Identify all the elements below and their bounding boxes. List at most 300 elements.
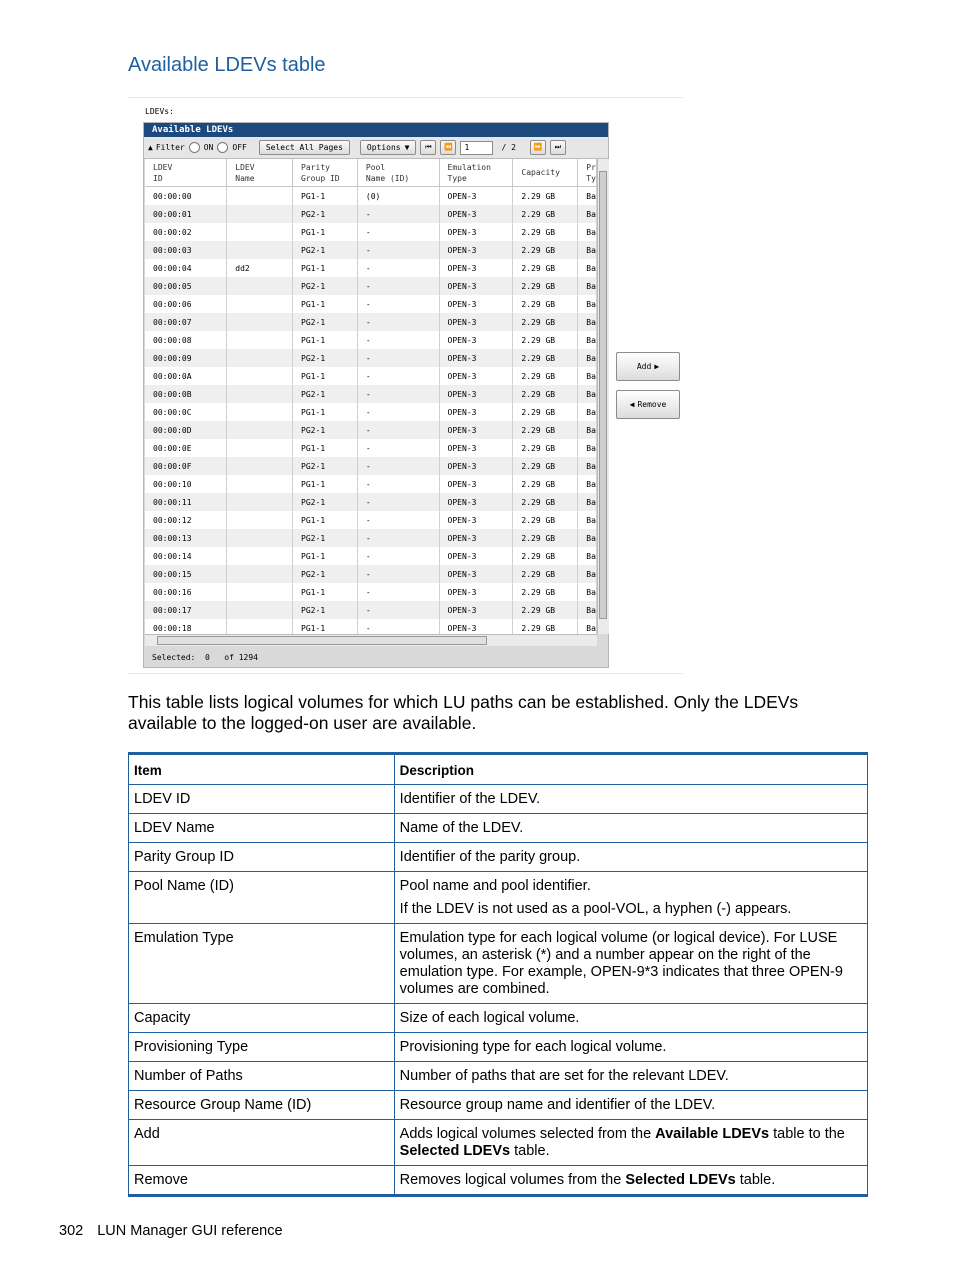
table-cell bbox=[227, 475, 293, 493]
table-cell: PG1-1 bbox=[293, 403, 358, 421]
description-text: Pool name and pool identifier. bbox=[399, 878, 591, 894]
table-cell: OPEN-3 bbox=[439, 601, 513, 619]
table-cell: - bbox=[357, 241, 439, 259]
table-row[interactable] bbox=[145, 331, 597, 349]
description-cell bbox=[394, 1091, 867, 1120]
vertical-scroll-thumb[interactable] bbox=[599, 171, 607, 619]
table-cell: OPEN-3 bbox=[439, 241, 513, 259]
table-cell: 00:00:0C bbox=[145, 403, 227, 421]
table-cell: PG1-1 bbox=[293, 547, 358, 565]
table-row[interactable] bbox=[145, 367, 597, 385]
table-cell: OPEN-3 bbox=[439, 331, 513, 349]
item-cell: LDEV Name bbox=[129, 814, 395, 843]
section-title: Available LDEVs table bbox=[128, 54, 326, 76]
table-row[interactable] bbox=[145, 187, 597, 206]
item-cell: Add bbox=[129, 1120, 395, 1166]
table-cell bbox=[227, 223, 293, 241]
description-cell bbox=[394, 1062, 867, 1091]
table-cell: PG2-1 bbox=[293, 529, 358, 547]
filter-off-radio[interactable] bbox=[217, 142, 228, 153]
table-cell: PG1-1 bbox=[293, 511, 358, 529]
table-cell: Ba bbox=[578, 313, 597, 331]
table-cell: OPEN-3 bbox=[439, 457, 513, 475]
table-cell: OPEN-3 bbox=[439, 493, 513, 511]
table-cell: 00:00:17 bbox=[145, 601, 227, 619]
filter-on-label: ON bbox=[203, 143, 214, 152]
description-cell bbox=[394, 1166, 867, 1196]
text-run: Removes logical volumes from the bbox=[399, 1172, 626, 1188]
table-cell bbox=[227, 547, 293, 565]
table-cell: 00:00:14 bbox=[145, 547, 227, 565]
table-cell: 00:00:0E bbox=[145, 439, 227, 457]
select-all-pages-button[interactable]: Select All Pages bbox=[259, 140, 350, 155]
table-cell: 2.29 GB bbox=[513, 187, 578, 206]
table-cell: 2.29 GB bbox=[513, 205, 578, 223]
table-row[interactable] bbox=[145, 295, 597, 313]
column-header[interactable]: LDEV Name bbox=[227, 159, 293, 187]
table-row[interactable] bbox=[145, 529, 597, 547]
table-cell: PG2-1 bbox=[293, 241, 358, 259]
table-cell: - bbox=[357, 583, 439, 601]
next-page-button[interactable]: ⏩ bbox=[530, 140, 546, 155]
ldevs-label: LDEVs: bbox=[145, 107, 174, 116]
column-header[interactable]: Pool Name (ID) bbox=[357, 159, 439, 187]
table-cell: PG1-1 bbox=[293, 223, 358, 241]
table-cell bbox=[227, 601, 293, 619]
table-cell: - bbox=[357, 385, 439, 403]
table-cell: 00:00:04 bbox=[145, 259, 227, 277]
table-cell: 2.29 GB bbox=[513, 295, 578, 313]
table-cell: 2.29 GB bbox=[513, 439, 578, 457]
table-row[interactable] bbox=[145, 205, 597, 223]
table-cell: PG2-1 bbox=[293, 205, 358, 223]
table-row[interactable] bbox=[145, 313, 597, 331]
table-cell: OPEN-3 bbox=[439, 583, 513, 601]
table-cell: 00:00:13 bbox=[145, 529, 227, 547]
table-cell: - bbox=[357, 295, 439, 313]
table-cell: 2.29 GB bbox=[513, 349, 578, 367]
table-cell: 00:00:00 bbox=[145, 187, 227, 206]
table-cell: - bbox=[357, 601, 439, 619]
table-cell: - bbox=[357, 331, 439, 349]
table-cell: PG1-1 bbox=[293, 295, 358, 313]
table-cell: 2.29 GB bbox=[513, 619, 578, 634]
description-text: Number of paths that are set for the relevant LDEV. bbox=[399, 1068, 729, 1084]
table-row bbox=[129, 814, 868, 843]
table-cell: Ba bbox=[578, 439, 597, 457]
footer-section: LUN Manager GUI reference bbox=[97, 1223, 283, 1239]
table-cell: Ba bbox=[578, 511, 597, 529]
table-cell: - bbox=[357, 457, 439, 475]
table-cell: 2.29 GB bbox=[513, 241, 578, 259]
table-cell: 00:00:02 bbox=[145, 223, 227, 241]
horizontal-scroll-thumb[interactable] bbox=[157, 636, 487, 645]
description-text: Size of each logical volume. bbox=[399, 1010, 580, 1026]
description-cell bbox=[394, 872, 867, 924]
table-cell: Ba bbox=[578, 367, 597, 385]
filter-label: Filter bbox=[155, 143, 185, 152]
table-cell bbox=[227, 349, 293, 367]
table-cell: PG2-1 bbox=[293, 349, 358, 367]
item-cell: Remove bbox=[129, 1166, 395, 1196]
table-cell: - bbox=[357, 529, 439, 547]
table-cell: Ba bbox=[578, 547, 597, 565]
table-row bbox=[129, 1033, 868, 1062]
table-cell: OPEN-3 bbox=[439, 529, 513, 547]
table-cell bbox=[227, 205, 293, 223]
table-row bbox=[129, 785, 868, 814]
table-cell: 2.29 GB bbox=[513, 421, 578, 439]
table-cell: - bbox=[357, 493, 439, 511]
item-cell: Parity Group ID bbox=[129, 843, 395, 872]
table-row[interactable] bbox=[145, 403, 597, 421]
table-cell bbox=[227, 565, 293, 583]
table-cell: OPEN-3 bbox=[439, 367, 513, 385]
table-cell: 2.29 GB bbox=[513, 493, 578, 511]
table-cell: OPEN-3 bbox=[439, 295, 513, 313]
table-cell: Ba bbox=[578, 205, 597, 223]
table-cell: PG1-1 bbox=[293, 619, 358, 634]
table-row bbox=[129, 1166, 868, 1196]
table-row bbox=[129, 843, 868, 872]
table-cell: PG2-1 bbox=[293, 313, 358, 331]
first-page-button[interactable]: ⏮ bbox=[420, 140, 436, 155]
table-cell: Ba bbox=[578, 493, 597, 511]
table-cell: Ba bbox=[578, 457, 597, 475]
table-cell: 00:00:06 bbox=[145, 295, 227, 313]
arrow-right-icon: ▶ bbox=[654, 362, 660, 371]
previous-page-button[interactable]: ⏪ bbox=[440, 140, 456, 155]
table-cell: 2.29 GB bbox=[513, 313, 578, 331]
table-cell bbox=[227, 511, 293, 529]
table-cell: OPEN-3 bbox=[439, 511, 513, 529]
table-cell: Ba bbox=[578, 277, 597, 295]
table-cell: - bbox=[357, 277, 439, 295]
table-toolbar bbox=[144, 137, 608, 159]
ldevs-grid bbox=[145, 159, 597, 634]
table-cell: Ba bbox=[578, 475, 597, 493]
table-row[interactable] bbox=[145, 457, 597, 475]
collapse-icon: ▲ bbox=[148, 143, 153, 152]
table-cell bbox=[227, 403, 293, 421]
description-text bbox=[400, 1172, 862, 1189]
table-cell: 2.29 GB bbox=[513, 277, 578, 295]
table-row[interactable] bbox=[145, 259, 597, 277]
table-cell: 00:00:0D bbox=[145, 421, 227, 439]
description-cell bbox=[394, 814, 867, 843]
table-cell: PG2-1 bbox=[293, 277, 358, 295]
intro-paragraph: This table lists logical volumes for which LU paths can be established. Only the LDEVs available to the logged-on user are available. bbox=[128, 692, 799, 733]
table-row bbox=[129, 1120, 868, 1166]
table-cell bbox=[227, 241, 293, 259]
table-cell: OPEN-3 bbox=[439, 565, 513, 583]
description-text: Emulation type for each logical volume (or logical device). For LUSE volumes, an asterisk (*) and a number appear on the right of the emulation type. For example, OPEN-9*3 indicates that three OPEN-9 volumes are combined. bbox=[399, 930, 843, 997]
table-cell bbox=[227, 421, 293, 439]
table-cell bbox=[227, 529, 293, 547]
table-cell: OPEN-3 bbox=[439, 385, 513, 403]
description-text bbox=[400, 1126, 862, 1160]
description-text: Resource group name and identifier of the LDEV. bbox=[399, 1097, 716, 1113]
last-page-button[interactable]: ⏭ bbox=[550, 140, 566, 155]
chevron-down-icon: ▼ bbox=[404, 143, 410, 152]
table-row[interactable] bbox=[145, 475, 597, 493]
table-cell: - bbox=[357, 619, 439, 634]
table-cell: 00:00:07 bbox=[145, 313, 227, 331]
table-cell: - bbox=[357, 565, 439, 583]
table-cell: 00:00:0F bbox=[145, 457, 227, 475]
table-cell: - bbox=[357, 223, 439, 241]
table-cell: PG2-1 bbox=[293, 601, 358, 619]
text-run: Adds logical volumes selected from the bbox=[399, 1126, 656, 1142]
table-cell: 00:00:0B bbox=[145, 385, 227, 403]
column-header[interactable]: Emulation Type bbox=[439, 159, 513, 187]
selected-count: Selected: 0 of 1294 bbox=[152, 653, 258, 662]
table-row bbox=[129, 1062, 868, 1091]
table-cell: PG2-1 bbox=[293, 493, 358, 511]
description-text: Identifier of the LDEV. bbox=[399, 791, 541, 807]
table-cell: OPEN-3 bbox=[439, 313, 513, 331]
table-cell: Ba bbox=[578, 565, 597, 583]
table-row[interactable] bbox=[145, 565, 597, 583]
column-header[interactable]: Pr Ty bbox=[578, 159, 597, 187]
table-cell: 2.29 GB bbox=[513, 457, 578, 475]
table-cell: Ba bbox=[578, 421, 597, 439]
table-cell: 2.29 GB bbox=[513, 385, 578, 403]
table-cell: 2.29 GB bbox=[513, 367, 578, 385]
text-run: table. bbox=[510, 1143, 550, 1159]
table-cell bbox=[227, 277, 293, 295]
table-row[interactable] bbox=[145, 547, 597, 565]
table-cell: PG1-1 bbox=[293, 367, 358, 385]
bold-term: Selected LDEVs bbox=[399, 1143, 511, 1159]
filter-off-label: OFF bbox=[232, 143, 247, 152]
table-cell: PG1-1 bbox=[293, 187, 358, 206]
table-cell: Ba bbox=[578, 295, 597, 313]
description-table bbox=[128, 752, 868, 1197]
item-cell: Capacity bbox=[129, 1004, 395, 1033]
page-total: / 2 bbox=[501, 143, 516, 152]
table-cell bbox=[227, 295, 293, 313]
table-row[interactable] bbox=[145, 439, 597, 457]
description-text: Name of the LDEV. bbox=[399, 820, 524, 836]
description-cell bbox=[394, 1033, 867, 1062]
description-cell bbox=[394, 1004, 867, 1033]
table-row[interactable] bbox=[145, 385, 597, 403]
table-cell: OPEN-3 bbox=[439, 187, 513, 206]
table-cell: PG1-1 bbox=[293, 583, 358, 601]
table-cell bbox=[227, 331, 293, 349]
table-cell: PG2-1 bbox=[293, 457, 358, 475]
table-cell: Ba bbox=[578, 187, 597, 206]
table-cell: OPEN-3 bbox=[439, 223, 513, 241]
item-cell: Provisioning Type bbox=[129, 1033, 395, 1062]
table-cell: - bbox=[357, 475, 439, 493]
table-row[interactable] bbox=[145, 223, 597, 241]
table-cell: 2.29 GB bbox=[513, 565, 578, 583]
table-cell: 00:00:0A bbox=[145, 367, 227, 385]
table-row[interactable] bbox=[145, 421, 597, 439]
table-cell: 00:00:01 bbox=[145, 205, 227, 223]
panel-title: Available LDEVs bbox=[144, 123, 608, 137]
table-row[interactable] bbox=[145, 583, 597, 601]
table-cell: - bbox=[357, 349, 439, 367]
table-cell bbox=[227, 187, 293, 206]
table-cell: 00:00:12 bbox=[145, 511, 227, 529]
table-cell: (0) bbox=[357, 187, 439, 206]
table-cell: 2.29 GB bbox=[513, 403, 578, 421]
table-cell: PG2-1 bbox=[293, 385, 358, 403]
item-cell: Number of Paths bbox=[129, 1062, 395, 1091]
table-cell bbox=[227, 493, 293, 511]
table-cell bbox=[227, 583, 293, 601]
table-cell: PG1-1 bbox=[293, 439, 358, 457]
table-cell: - bbox=[357, 205, 439, 223]
table-cell: 00:00:16 bbox=[145, 583, 227, 601]
filter-on-radio[interactable] bbox=[189, 142, 200, 153]
available-ldevs-panel bbox=[143, 122, 609, 668]
table-cell: OPEN-3 bbox=[439, 547, 513, 565]
table-cell: OPEN-3 bbox=[439, 205, 513, 223]
table-row[interactable] bbox=[145, 619, 597, 634]
table-cell: 2.29 GB bbox=[513, 583, 578, 601]
table-cell: Ba bbox=[578, 241, 597, 259]
table-cell: Ba bbox=[578, 349, 597, 367]
table-cell: - bbox=[357, 367, 439, 385]
column-header[interactable]: Capacity bbox=[513, 159, 578, 187]
description-text: Identifier of the parity group. bbox=[399, 849, 581, 865]
description-cell bbox=[394, 843, 867, 872]
table-cell: - bbox=[357, 313, 439, 331]
description-text: If the LDEV is not used as a pool-VOL, a hyphen (-) appears. bbox=[399, 901, 792, 917]
table-cell: 2.29 GB bbox=[513, 259, 578, 277]
text-run: table. bbox=[735, 1172, 776, 1188]
remove-label: Remove bbox=[637, 400, 667, 409]
vertical-scrollbar[interactable] bbox=[597, 159, 609, 634]
table-cell: OPEN-3 bbox=[439, 403, 513, 421]
options-label: Options bbox=[366, 143, 401, 152]
table-row[interactable] bbox=[145, 277, 597, 295]
table-cell: Ba bbox=[578, 619, 597, 634]
bold-term: Selected LDEVs bbox=[625, 1172, 736, 1188]
table-row[interactable] bbox=[145, 241, 597, 259]
table-cell bbox=[227, 367, 293, 385]
add-button[interactable] bbox=[616, 352, 680, 381]
table-cell bbox=[227, 313, 293, 331]
filter-toggle[interactable] bbox=[148, 143, 185, 152]
table-cell: - bbox=[357, 511, 439, 529]
table-cell: Ba bbox=[578, 259, 597, 277]
table-cell: dd2 bbox=[227, 259, 293, 277]
item-cell: LDEV ID bbox=[129, 785, 395, 814]
table-cell: - bbox=[357, 547, 439, 565]
table-cell: Ba bbox=[578, 529, 597, 547]
table-cell: 00:00:10 bbox=[145, 475, 227, 493]
table-cell: Ba bbox=[578, 385, 597, 403]
table-cell: 2.29 GB bbox=[513, 475, 578, 493]
table-cell: 2.29 GB bbox=[513, 529, 578, 547]
table-cell: - bbox=[357, 259, 439, 277]
table-cell: OPEN-3 bbox=[439, 259, 513, 277]
table-cell: 2.29 GB bbox=[513, 223, 578, 241]
table-cell: OPEN-3 bbox=[439, 475, 513, 493]
table-row bbox=[129, 872, 868, 924]
table-cell: - bbox=[357, 421, 439, 439]
table-cell: OPEN-3 bbox=[439, 349, 513, 367]
table-cell: 00:00:15 bbox=[145, 565, 227, 583]
table-cell: Ba bbox=[578, 403, 597, 421]
remove-button[interactable] bbox=[616, 390, 680, 419]
table-cell: 00:00:18 bbox=[145, 619, 227, 634]
description-cell bbox=[394, 1120, 867, 1166]
page-number-input[interactable]: 1 bbox=[460, 141, 493, 155]
table-row[interactable] bbox=[145, 349, 597, 367]
table-cell: 2.29 GB bbox=[513, 511, 578, 529]
page-footer bbox=[59, 1223, 283, 1239]
options-button[interactable] bbox=[360, 140, 417, 155]
horizontal-scrollbar[interactable] bbox=[145, 634, 597, 646]
table-row[interactable] bbox=[145, 493, 597, 511]
table-cell: OPEN-3 bbox=[439, 439, 513, 457]
table-cell: PG1-1 bbox=[293, 331, 358, 349]
description-cell bbox=[394, 924, 867, 1004]
description-text: Provisioning type for each logical volume. bbox=[399, 1039, 667, 1055]
table-cell: - bbox=[357, 439, 439, 457]
table-cell: - bbox=[357, 403, 439, 421]
table-cell: Ba bbox=[578, 223, 597, 241]
table-cell bbox=[227, 439, 293, 457]
table-row bbox=[129, 1004, 868, 1033]
add-label: Add bbox=[636, 362, 652, 371]
description-cell bbox=[394, 785, 867, 814]
table-cell: Ba bbox=[578, 331, 597, 349]
table-cell: 2.29 GB bbox=[513, 601, 578, 619]
table-cell: 00:00:08 bbox=[145, 331, 227, 349]
header-item: Item bbox=[129, 754, 395, 785]
table-cell: 00:00:05 bbox=[145, 277, 227, 295]
table-cell: 00:00:11 bbox=[145, 493, 227, 511]
bold-term: Available LDEVs bbox=[655, 1126, 770, 1142]
page-number: 302 bbox=[59, 1223, 84, 1239]
arrow-left-icon: ◀ bbox=[629, 400, 635, 409]
header-description: Description bbox=[394, 754, 867, 785]
table-cell bbox=[227, 457, 293, 475]
text-run: table to the bbox=[769, 1126, 845, 1142]
column-header[interactable]: LDEV ID bbox=[145, 159, 227, 187]
table-cell: PG2-1 bbox=[293, 565, 358, 583]
table-row bbox=[129, 1091, 868, 1120]
table-cell: 2.29 GB bbox=[513, 331, 578, 349]
item-cell: Emulation Type bbox=[129, 924, 395, 1004]
table-row[interactable] bbox=[145, 601, 597, 619]
table-cell: PG1-1 bbox=[293, 259, 358, 277]
table-cell: 00:00:09 bbox=[145, 349, 227, 367]
table-cell: 00:00:03 bbox=[145, 241, 227, 259]
table-cell: Ba bbox=[578, 601, 597, 619]
table-cell: Ba bbox=[578, 583, 597, 601]
table-cell: PG2-1 bbox=[293, 421, 358, 439]
column-header[interactable]: Parity Group ID bbox=[293, 159, 358, 187]
table-cell: PG1-1 bbox=[293, 475, 358, 493]
table-cell: OPEN-3 bbox=[439, 619, 513, 634]
table-row bbox=[129, 924, 868, 1004]
table-row[interactable] bbox=[145, 511, 597, 529]
table-cell: OPEN-3 bbox=[439, 421, 513, 439]
ldevs-table bbox=[145, 159, 597, 634]
table-cell bbox=[227, 619, 293, 634]
item-cell: Resource Group Name (ID) bbox=[129, 1091, 395, 1120]
table-cell bbox=[227, 385, 293, 403]
table-cell: 2.29 GB bbox=[513, 547, 578, 565]
